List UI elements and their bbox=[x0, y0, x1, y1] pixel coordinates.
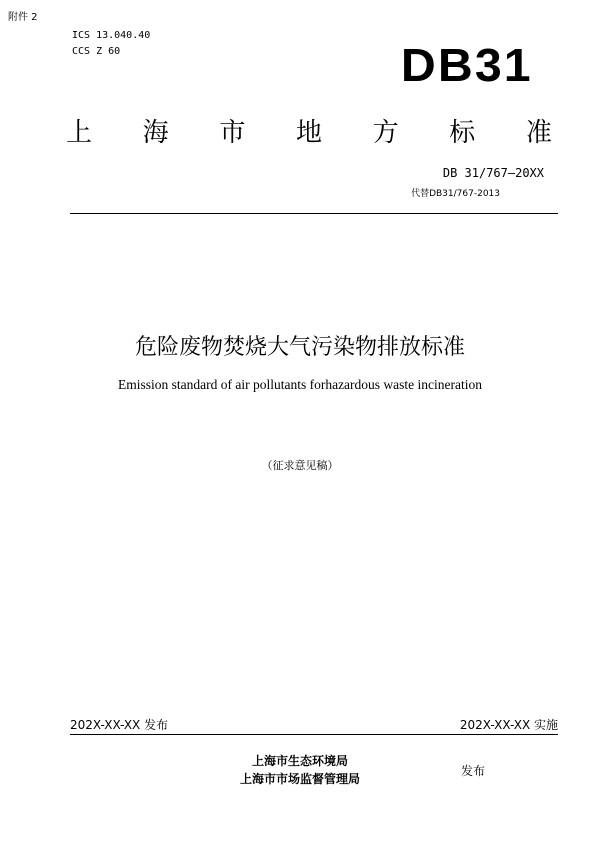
heading-char: 海 bbox=[142, 118, 169, 148]
heading-char: 标 bbox=[449, 118, 476, 148]
heading-char: 市 bbox=[219, 118, 246, 148]
ccs-code: CCS Z 60 bbox=[72, 46, 121, 57]
issued-label: 发布 bbox=[461, 764, 486, 778]
issue-date: 202X-XX-XX 发布 bbox=[70, 718, 169, 732]
db-code-logo: DB31 bbox=[401, 39, 534, 91]
replaces-standard: 代替DB31/767-2013 bbox=[411, 189, 500, 199]
heading-char: 方 bbox=[372, 118, 399, 148]
local-standard-heading bbox=[66, 112, 552, 149]
heading-char: 地 bbox=[295, 118, 322, 148]
top-divider bbox=[70, 213, 558, 214]
attachment-label: 附件 2 bbox=[8, 12, 38, 23]
ics-code: ICS 13.040.40 bbox=[72, 30, 151, 41]
title-english: Emission standard of air pollutants forhazardous waste incineration bbox=[117, 377, 483, 392]
title-chinese: 危险废物焚烧大气污染物排放标准 bbox=[134, 335, 465, 360]
bottom-divider bbox=[70, 734, 558, 735]
draft-status: （征求意见稿） bbox=[261, 459, 339, 472]
authority-name: 上海市市场监督管理局 bbox=[239, 772, 360, 786]
standard-number: DB 31/767—20XX bbox=[442, 166, 544, 180]
implement-date: 202X-XX-XX 实施 bbox=[459, 718, 558, 732]
authority-name: 上海市生态环境局 bbox=[251, 754, 348, 768]
issuing-authorities bbox=[0, 752, 600, 788]
heading-char: 上 bbox=[66, 118, 93, 148]
heading-char: 准 bbox=[525, 118, 552, 148]
